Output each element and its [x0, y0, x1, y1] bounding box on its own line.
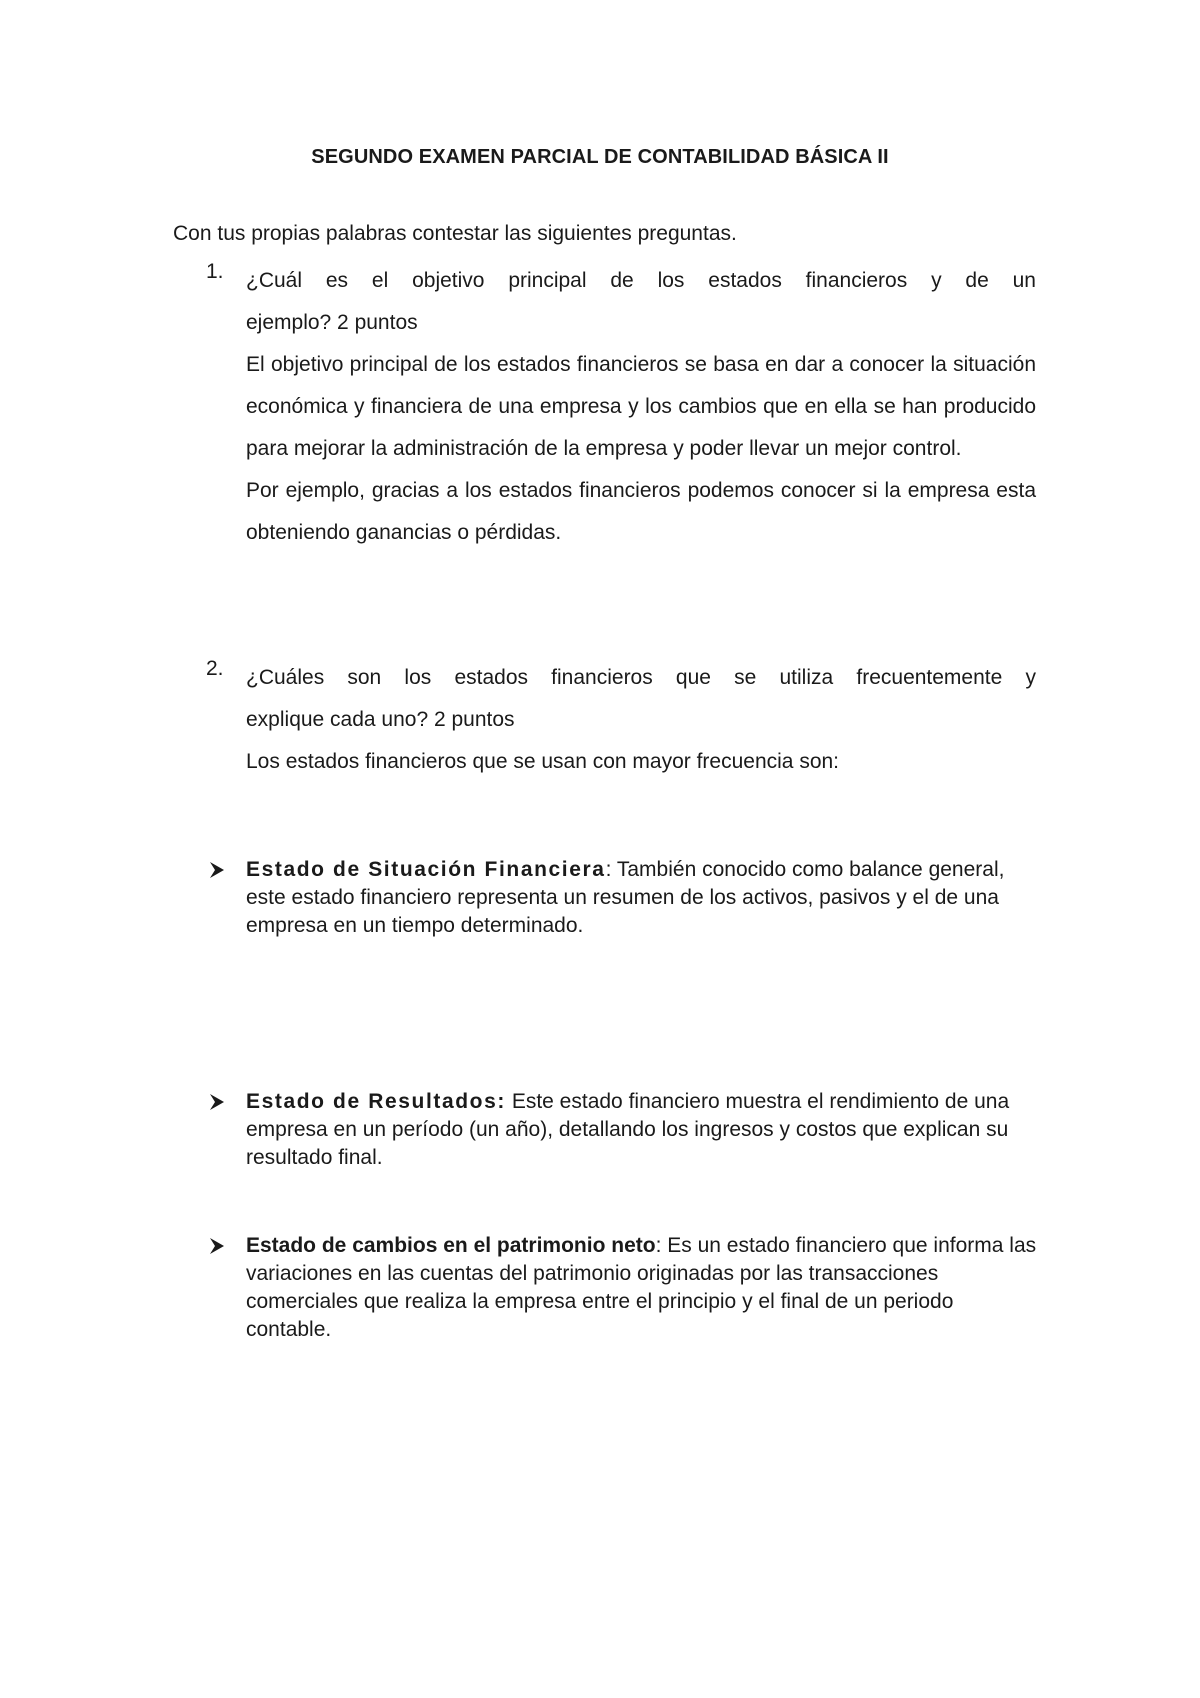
question-number: 2. [206, 657, 224, 680]
arrow-bullet-icon [207, 856, 229, 884]
question-1 [206, 260, 1036, 554]
bullet-description: Este estado financiero muestra el rendimiento de una empresa en un período (un año), detallando los ingresos y costos que explican su resultado final. [246, 1090, 1010, 1169]
bullet-item-situacion-financiera [207, 856, 1037, 940]
bullet-item-resultados [207, 1088, 1037, 1172]
question-prompt-line1: ¿Cuál es el objetivo principal de los estados financieros y de un [246, 269, 1036, 292]
bullet-term: Estado de cambios en el patrimonio neto [246, 1234, 656, 1257]
answer-paragraph: Los estados financieros que se usan con mayor frecuencia son: [246, 750, 840, 773]
intro-text: Con tus propias palabras contestar las siguientes preguntas. [173, 222, 737, 245]
answer-paragraph: El objetivo principal de los estados financieros se basa en dar a conocer la situación económica y financiera de una empresa y los cambios que en ella se han producido para mejorar la administración de la empresa y poder llevar un mejor control. [246, 353, 1036, 460]
answer-example: Por ejemplo, gracias a los estados financieros podemos conocer si la empresa esta obteniendo ganancias o pérdidas. [246, 479, 1036, 544]
document-title: SEGUNDO EXAMEN PARCIAL DE CONTABILIDAD BÁSICA II [311, 146, 889, 168]
arrow-bullet-icon [207, 1088, 229, 1116]
bullet-term: Estado de Resultados: [246, 1090, 506, 1113]
bullet-term: Estado de Situación Financiera [246, 858, 606, 881]
bullet-separator: : [605, 858, 617, 881]
arrow-bullet-icon [207, 1232, 229, 1260]
bullet-item-patrimonio-neto [207, 1232, 1037, 1344]
question-2 [206, 657, 1036, 783]
bullet-description: También conocido como balance general, este estado financiero representa un resumen de los activos, pasivos y el de una empresa en un tiempo determinado. [246, 858, 1005, 937]
question-prompt-line2: ejemplo? 2 puntos [246, 311, 418, 334]
question-prompt-line2: explique cada uno? 2 puntos [246, 708, 515, 731]
question-prompt-line1: ¿Cuáles son los estados financieros que se utiliza frecuentemente y [246, 666, 1036, 689]
bullet-description: Es un estado financiero que informa las variaciones en las cuentas del patrimonio originadas por las transacciones comerciales que realiza la empresa entre el principio y el final de un periodo contable. [246, 1234, 1037, 1341]
bullet-separator: : [655, 1234, 668, 1257]
question-number: 1. [206, 260, 224, 283]
